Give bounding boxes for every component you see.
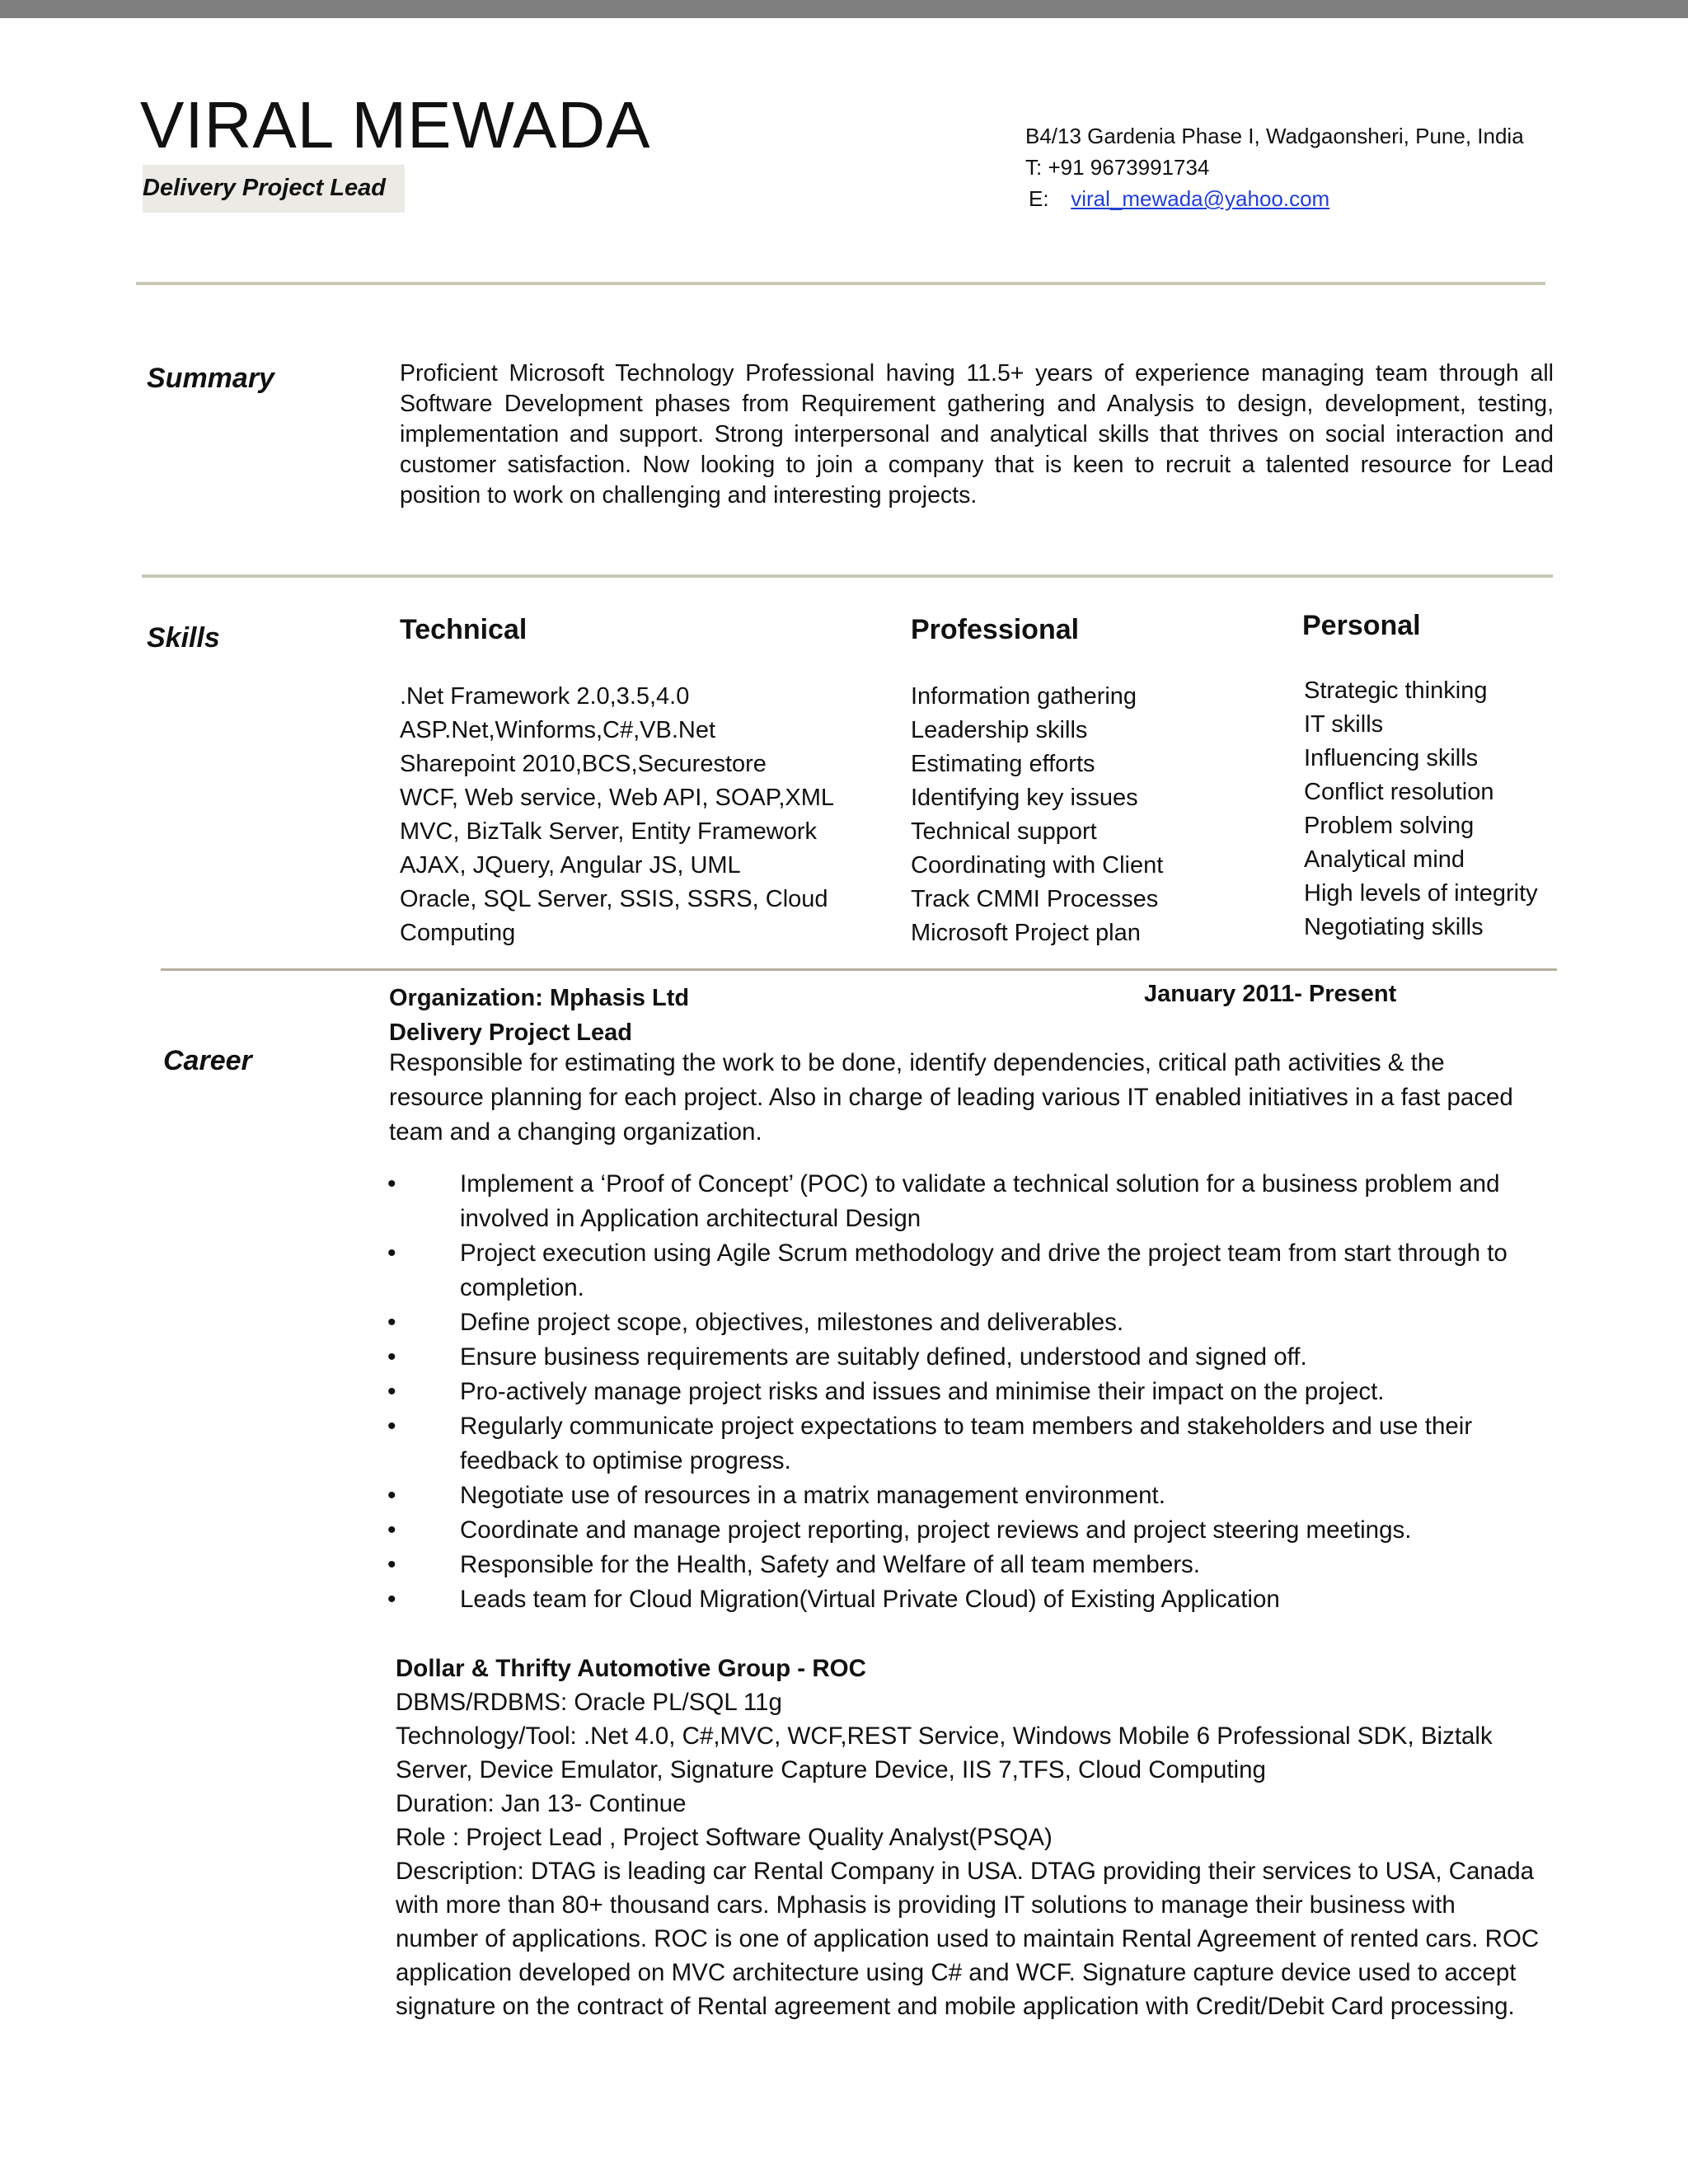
list-item: • Define project scope, objectives, milestones and deliverables. <box>387 1305 1541 1340</box>
divider-summary <box>142 574 1553 578</box>
professional-skills <box>911 680 1163 950</box>
top-border-bar <box>0 0 1688 18</box>
project-role: Role : Project Lead , Project Software Quality Analyst(PSQA) <box>396 1824 1053 1851</box>
list-item: Negotiating skills <box>1304 914 1484 940</box>
project-technology: Technology/Tool: .Net 4.0, C#,MVC, WCF,REST Service, Windows Mobile 6 Professional SDK, Biztalk Server, Device Emulator, Signature Capture Device, IIS 7,TFS, Cloud Computing <box>396 1722 1493 1783</box>
list-item: Problem solving <box>1304 813 1475 839</box>
list-item: WCF, Web service, Web API, SOAP,XML <box>400 785 835 811</box>
list-item: • Implement a ‘Proof of Concept’ (POC) to validate a technical solution for a business problem and involved in Application architectural Design <box>387 1167 1541 1236</box>
address: B4/13 Gardenia Phase I, Wadgaonsheri, Pune, India <box>1025 124 1524 148</box>
list-item: Microsoft Project plan <box>911 920 1141 946</box>
list-item: • Responsible for the Health, Safety and Welfare of all team members. <box>387 1548 1541 1582</box>
job-title: Delivery Project Lead <box>143 175 386 201</box>
list-item: Technical support <box>911 818 1097 845</box>
list-item: Sharepoint 2010,BCS,Securestore <box>400 751 767 777</box>
list-item: AJAX, JQuery, Angular JS, UML <box>400 852 741 879</box>
list-item: ASP.Net,Winforms,C#,VB.Net <box>400 717 716 743</box>
divider-top <box>136 282 1545 285</box>
list-item: • Project execution using Agile Scrum methodology and drive the project team from start through to completion. <box>387 1236 1541 1305</box>
personal-skills <box>1304 674 1538 944</box>
list-item: Oracle, SQL Server, SSIS, SSRS, Cloud <box>400 886 828 912</box>
technical-heading: Technical <box>400 614 528 645</box>
list-item: • Coordinate and manage project reporting, project reviews and project steering meetings. <box>387 1513 1541 1548</box>
list-item: .Net Framework 2.0,3.5,4.0 <box>400 683 690 710</box>
list-item: High levels of integrity <box>1304 880 1538 907</box>
organization: Organization: Mphasis Ltd <box>389 985 690 1011</box>
project-block <box>396 1652 1541 2023</box>
list-item: Information gathering <box>911 683 1137 710</box>
project-duration: Duration: Jan 13- Continue <box>396 1790 687 1817</box>
list-item: • Ensure business requirements are suitably defined, understood and signed off. <box>387 1340 1541 1375</box>
responsibility-list <box>387 1167 1541 1617</box>
list-item: Leadership skills <box>911 717 1088 743</box>
list-item: Analytical mind <box>1304 846 1465 873</box>
personal-heading: Personal <box>1302 610 1421 641</box>
career-role: Delivery Project Lead <box>389 1019 632 1046</box>
summary-text: Proficient Microsoft Technology Professional having 11.5+ years of experience managing team through all Software Development phases from Requirement gathering and Analysis to design, development, testing, implementation and support. Strong interpersonal and analytical skills that thrives on social interaction and customer satisfaction. Now looking to join a company that is keen to recruit a talented resource for Lead position to work on challenging and interesting projects. <box>400 360 1554 509</box>
list-item: MVC, BizTalk Server, Entity Framework <box>400 818 817 845</box>
contact-block <box>1025 120 1524 214</box>
list-item: Estimating efforts <box>911 751 1095 777</box>
divider-skills <box>161 968 1557 971</box>
technical-skills <box>400 680 834 950</box>
project-dbms: DBMS/RDBMS: Oracle PL/SQL 11g <box>396 1689 782 1716</box>
list-item: • Pro-actively manage project risks and issues and minimise their impact on the project. <box>387 1375 1541 1409</box>
career-description: Responsible for estimating the work to be done, identify dependencies, critical path activities & the resource planning for each project. Also in charge of leading various IT enabled initiatives in a fast paced team and a changing organization. <box>389 1049 1513 1146</box>
list-item: • Leads team for Cloud Migration(Virtual Private Cloud) of Existing Application <box>387 1582 1541 1617</box>
career-dates: January 2011- Present <box>1144 981 1397 1007</box>
career-header <box>389 981 1576 1050</box>
list-item: • Regularly communicate project expectations to team members and stakeholders and use their feedback to optimise progress. <box>387 1409 1541 1479</box>
list-item: Influencing skills <box>1304 745 1479 771</box>
list-item: Strategic thinking <box>1304 677 1488 704</box>
project-title: Dollar & Thrifty Automotive Group - ROC <box>396 1655 866 1682</box>
list-item: Coordinating with Client <box>911 852 1164 879</box>
email-line <box>1025 183 1524 214</box>
email-link[interactable]: viral_mewada@yahoo.com <box>1071 186 1330 211</box>
list-item: Track CMMI Processes <box>911 886 1159 912</box>
list-item: IT skills <box>1304 711 1384 738</box>
list-item: Computing <box>400 920 516 946</box>
project-description: Description: DTAG is leading car Rental Company in USA. DTAG providing their services to USA, Canada with more than 80+ thousand cars. Mphasis is providing IT solutions to manage their business with number of applications. ROC is one of application used to maintain Rental Agreement of rented cars. ROC application developed on MVC architecture using C# and WCF. Signature capture device used to accept signature on the contract of Rental agreement and mobile application with Credit/Debit Card processing. <box>396 1858 1540 2020</box>
candidate-name: VIRAL MEWADA <box>140 88 651 162</box>
professional-heading: Professional <box>911 614 1080 645</box>
list-item: Identifying key issues <box>911 785 1138 811</box>
email-label: E: <box>1029 186 1049 211</box>
list-item: • Negotiate use of resources in a matrix management environment. <box>387 1479 1541 1513</box>
phone: T: +91 9673991734 <box>1025 155 1210 180</box>
list-item: Conflict resolution <box>1304 779 1494 805</box>
skills-label: Skills <box>147 622 220 654</box>
career-label: Career <box>163 1045 252 1076</box>
summary-label: Summary <box>147 363 274 394</box>
